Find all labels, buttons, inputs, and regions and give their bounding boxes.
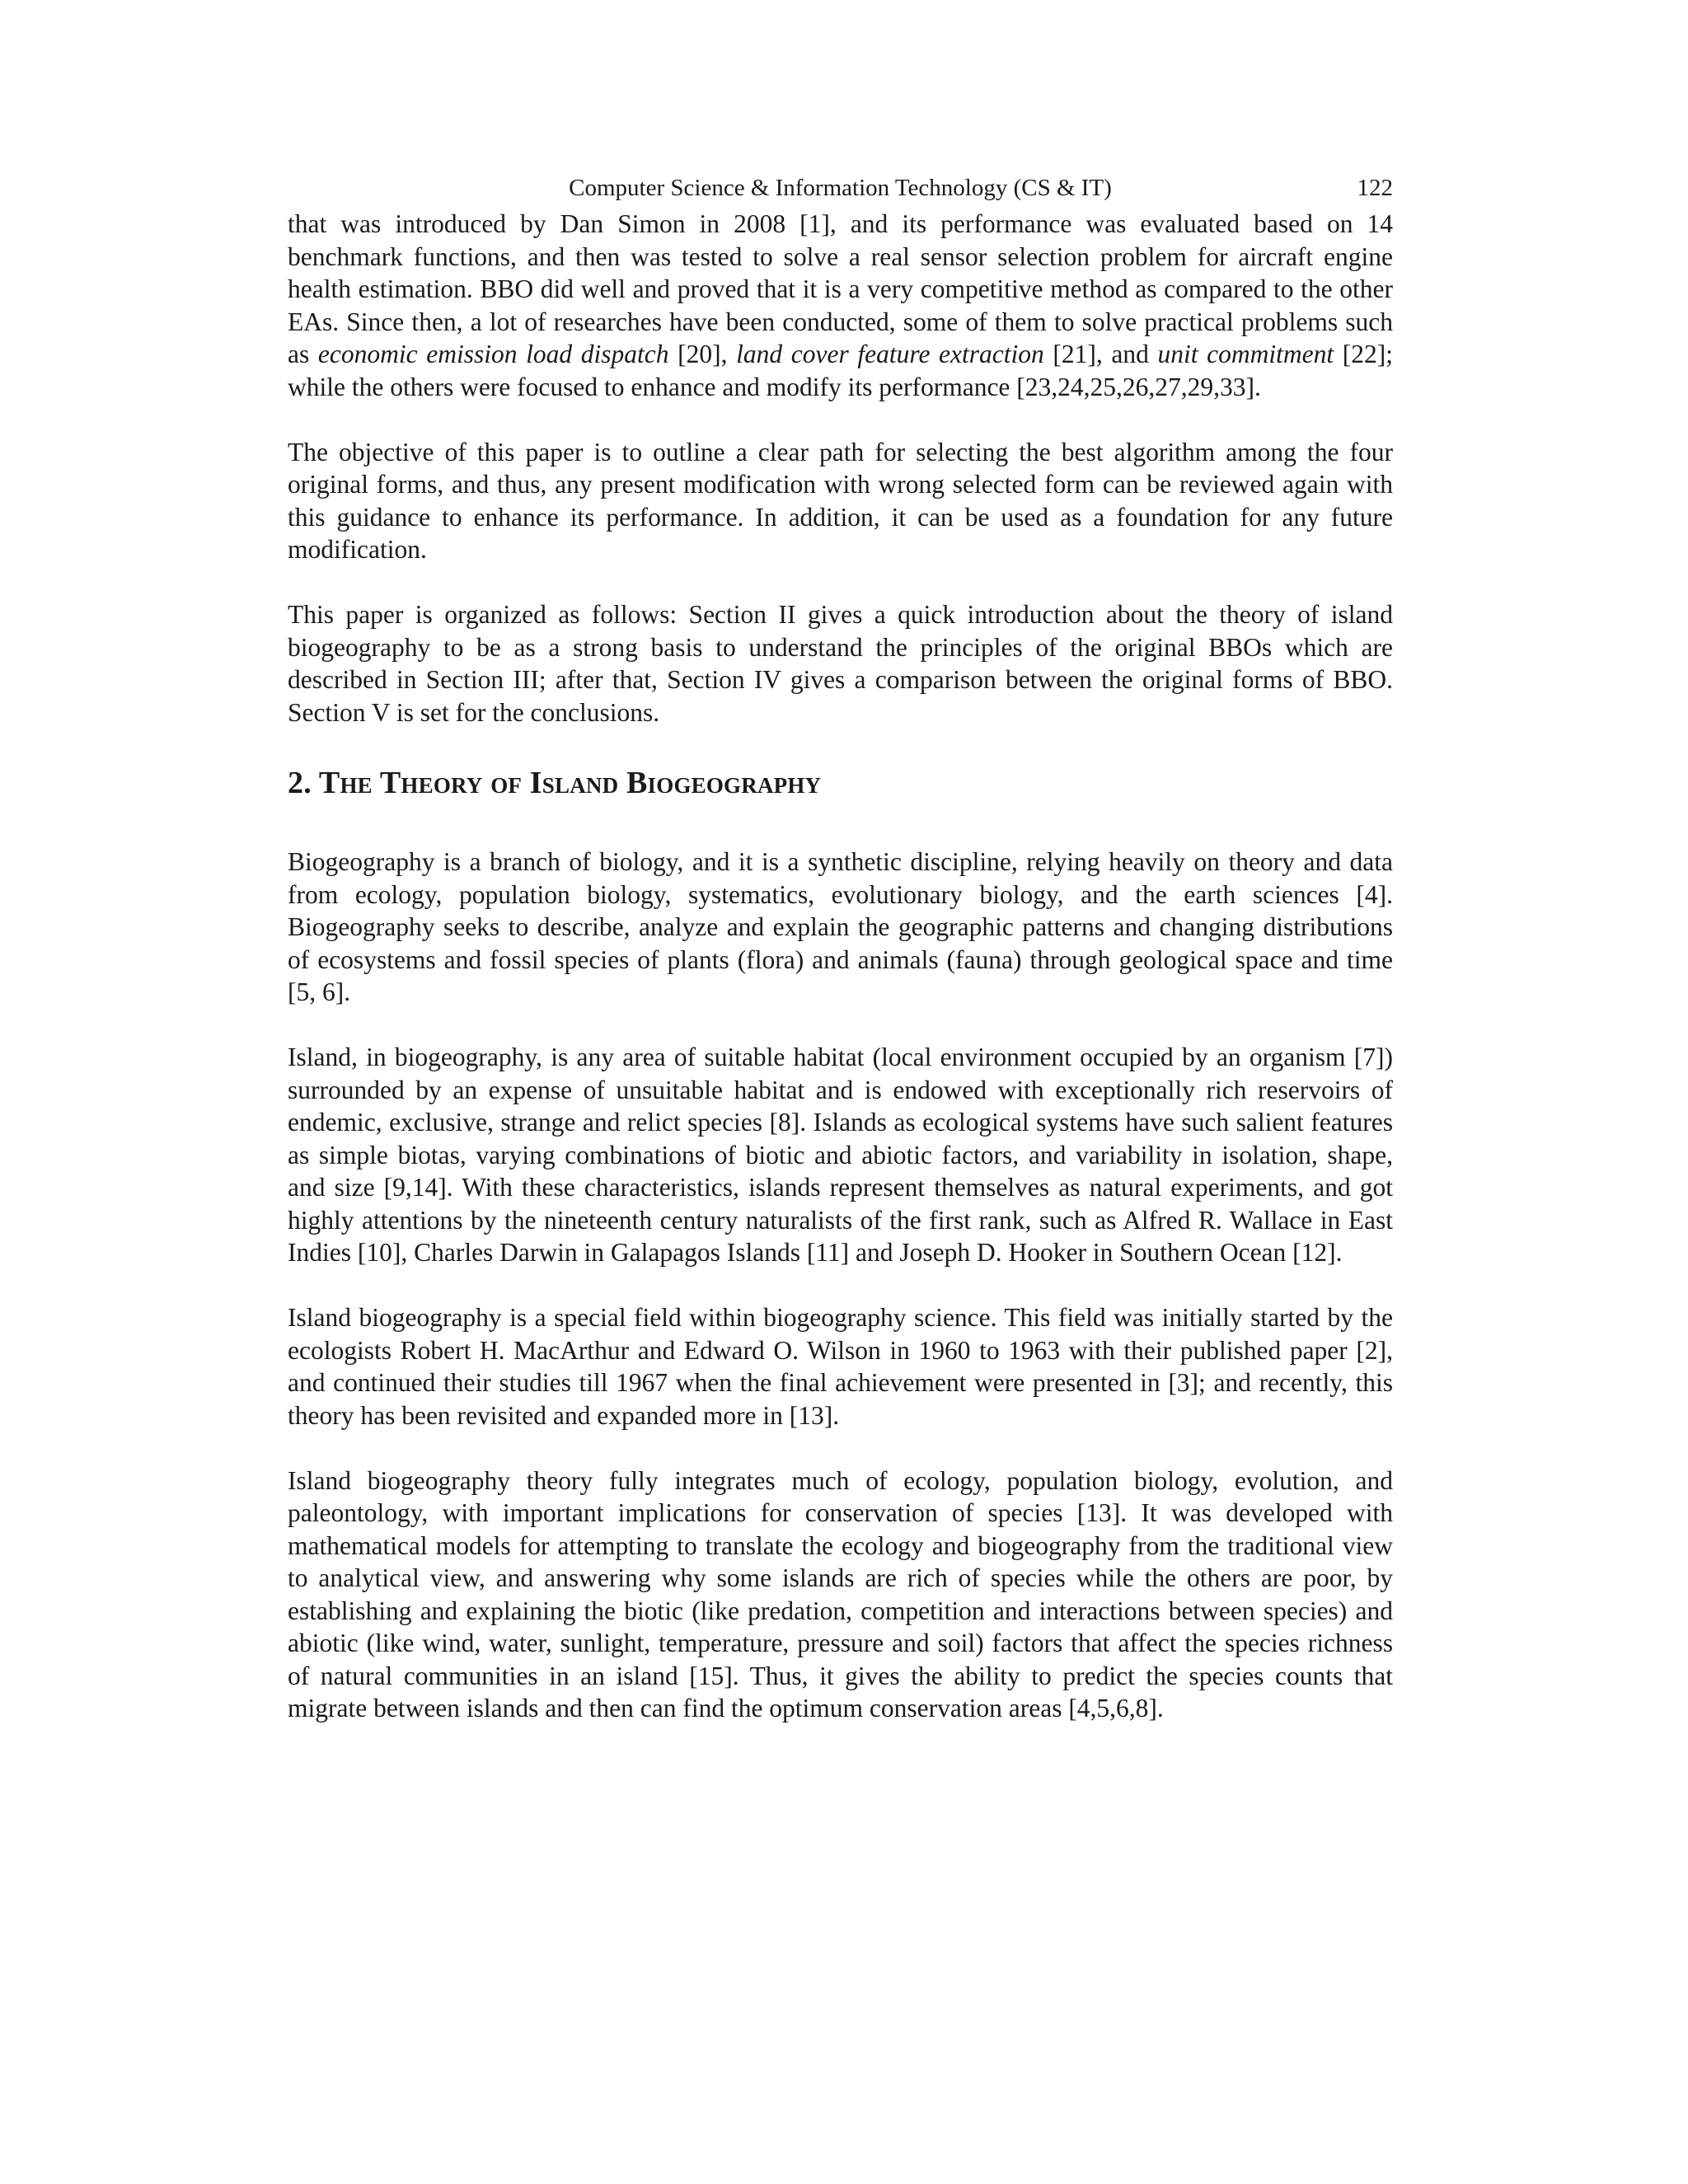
italic-term: land cover feature extraction <box>736 340 1044 368</box>
paragraph-objective: The objective of this paper is to outline a clear path for selecting the best algorithm among the four original forms, and thus, any present modification with wrong selected form can be reviewed again with this guidance to enhance its performance. In addition, it can be used as a foundation for any future modification. <box>288 437 1393 564</box>
running-header <box>288 168 1393 208</box>
text-run: [21], and <box>1043 340 1158 368</box>
paragraph-organization: This paper is organized as follows: Section II gives a quick introduction about the theory of island biogeography to be as a strong basis to understand the principles of the original BBOs which are described in Section III; after that, Section IV gives a comparison between the original forms of BBO. Section V is set for the conclusions. <box>288 600 1393 727</box>
journal-title: Computer Science & Information Technology (CS & IT) <box>569 175 1112 201</box>
text-run: that was introduced by Dan Simon in 2008 [1], and its performance was evaluated based on 14 benchmark functions, and then was tested to solve a real sensor selection problem for aircraft engine health estimation. BBO did well and proved that it is a very competitive method as compared to the other EAs. Since then, a lot of researches have been conducted, some of them to solve practical problems such as <box>288 209 1393 368</box>
text-run: [22]; while the others were focused to enhance and modify its performance [23,24,25,26,27,29,33]. <box>288 340 1394 401</box>
italic-term: unit commitment <box>1157 340 1334 368</box>
paragraph-bbo-intro <box>288 208 1393 403</box>
paragraph-island: Island, in biogeography, is any area of suitable habitat (local environment occupied by an organism [7]) surrounded by an expense of unsuitable habitat and is endowed with exceptionally rich reservoirs of endemic, exclusive, strange and relict species [8]. Islands as ecological systems have such salient features as simple biotas, varying combinations of biotic and abiotic factors, and variability in isolation, shape, and size [9,14]. With these characteristics, islands represent themselves as natural experiments, and got highly attentions by the nineteenth century naturalists of the first rank, such as Alfred R. Wallace in East Indies [10], Charles Darwin in Galapagos Islands [11] and Joseph D. Hooker in Southern Ocean [12]. <box>288 1043 1393 1267</box>
paragraph-biogeography: Biogeography is a branch of biology, and it is a synthetic discipline, relying heavily on theory and data from ecology, population biology, systematics, evolutionary biology, and the earth sciences [4]. Biogeography seeks to describe, analyze and explain the geographic patterns and changing distributions of ecosystems and fossil species of plants (flora) and animals (fauna) through geological space and time [5, 6]. <box>288 847 1393 1006</box>
text-run: [20], <box>668 340 737 368</box>
page-number: 122 <box>1357 175 1393 201</box>
paragraph-island-biogeography: Island biogeography is a special field within biogeography science. This field was initially started by the ecologists Robert H. MacArthur and Edward O. Wilson in 1960 to 1963 with their published paper [2], and continued their studies till 1967 when the final achievement were presented in [3]; and recently, this theory has been revisited and expanded more in [13]. <box>288 1303 1393 1430</box>
paper-page <box>288 168 1393 1725</box>
italic-term: economic emission load dispatch <box>317 340 669 368</box>
paragraph-theory: Island biogeography theory fully integrates much of ecology, population biology, evolution, and paleontology, with important implications for conservation of species [13]. It was developed with mathematical models for attempting to translate the ecology and biogeography from the traditional view to analytical view, and answering why some islands are rich of species while the others are poor, by establishing and explaining the biotic (like predation, competition and interactions between species) and abiotic (like wind, water, sunlight, temperature, pressure and soil) factors that affect the species richness of natural communities in an island [15]. Thus, it gives the ability to predict the species counts that migrate between islands and then can find the optimum conservation areas [4,5,6,8]. <box>288 1465 1393 1722</box>
section-heading: 2. The Theory of Island Biogeography <box>288 766 822 800</box>
